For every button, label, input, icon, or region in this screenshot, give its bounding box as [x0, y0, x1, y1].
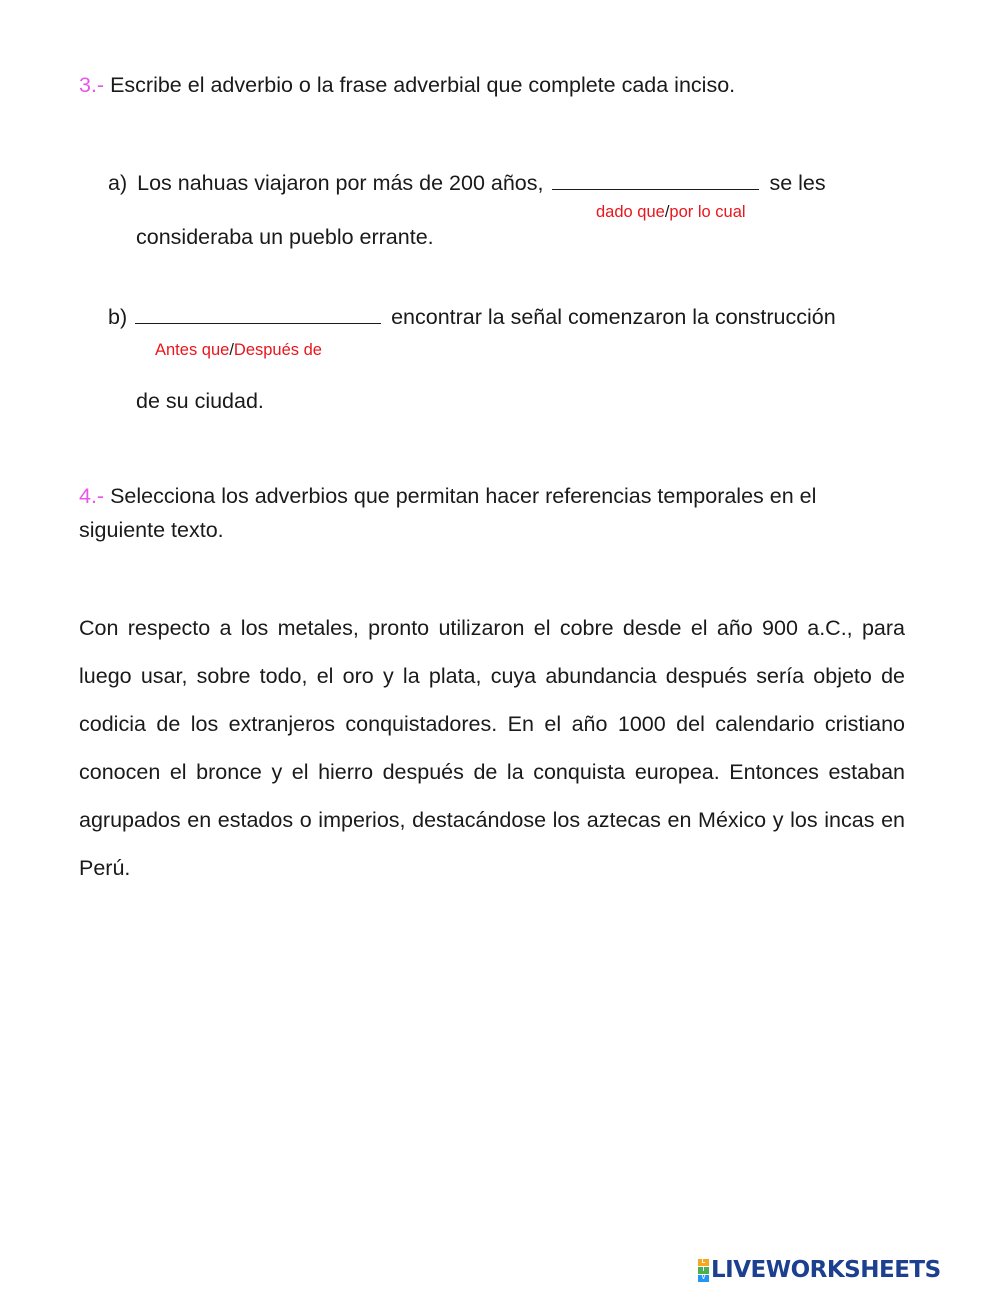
question-4-paragraph[interactable]: Con respecto a los metales, pronto utilizaron el cobre desde el año 900 a.C., para luego usar, sobre todo, el oro y la plata, cuya abundancia después sería objeto de codicia de los extranjeros conquistadores. En el año 1000 del calendario cristiano conocen el bronce y el hierro después de la conquista europea. Entonces estaban agrupados en estados o imperios, destacándose los aztecas en México y los incas en Perú. — [79, 616, 905, 880]
question-4-heading — [79, 484, 816, 509]
item-a-options[interactable] — [596, 198, 746, 223]
item-b-option-2[interactable]: Después de — [233, 341, 322, 359]
question-3-number: 3.- — [79, 73, 105, 97]
item-b-label: b) — [108, 305, 128, 329]
item-b-text-after: encontrar la señal comenzaron la construcción — [391, 305, 836, 329]
logo-icon — [698, 1259, 709, 1282]
question-3-heading — [79, 73, 735, 98]
item-a-option-2[interactable]: por lo cual — [669, 203, 746, 221]
item-b-line — [108, 303, 836, 330]
item-b-continuation: de su ciudad. — [136, 389, 264, 413]
item-b-option-1[interactable]: Antes que — [155, 341, 230, 359]
logo-letter-i: I — [698, 1267, 709, 1274]
item-a-separator: / — [664, 203, 670, 221]
logo-letter-l: L — [698, 1259, 709, 1266]
item-a-continuation: consideraba un pueblo errante. — [136, 225, 434, 249]
question-4-number: 4.- — [79, 484, 105, 508]
item-b-blank[interactable] — [135, 303, 381, 324]
logo-text: LIVEWORKSHEETS — [711, 1257, 941, 1283]
item-b-options[interactable] — [155, 336, 322, 361]
question-4-instruction-line1: Selecciona los adverbios que permitan hacer referencias temporales en el — [110, 484, 817, 508]
liveworksheets-logo — [698, 1257, 941, 1283]
item-a-option-1[interactable]: dado que — [596, 203, 665, 221]
item-a-text-before: Los nahuas viajaron por más de 200 años, — [137, 171, 544, 195]
question-3-instruction: Escribe el adverbio o la frase adverbial que complete cada inciso. — [110, 73, 736, 97]
item-a-label: a) — [108, 171, 128, 195]
item-b-separator: / — [229, 341, 234, 359]
question-4-instruction-line2: siguiente texto. — [79, 518, 224, 542]
item-a-blank[interactable] — [552, 169, 759, 190]
item-a-line — [108, 169, 826, 196]
item-a-text-after: se les — [769, 171, 826, 195]
logo-letter-v: V — [698, 1275, 709, 1282]
